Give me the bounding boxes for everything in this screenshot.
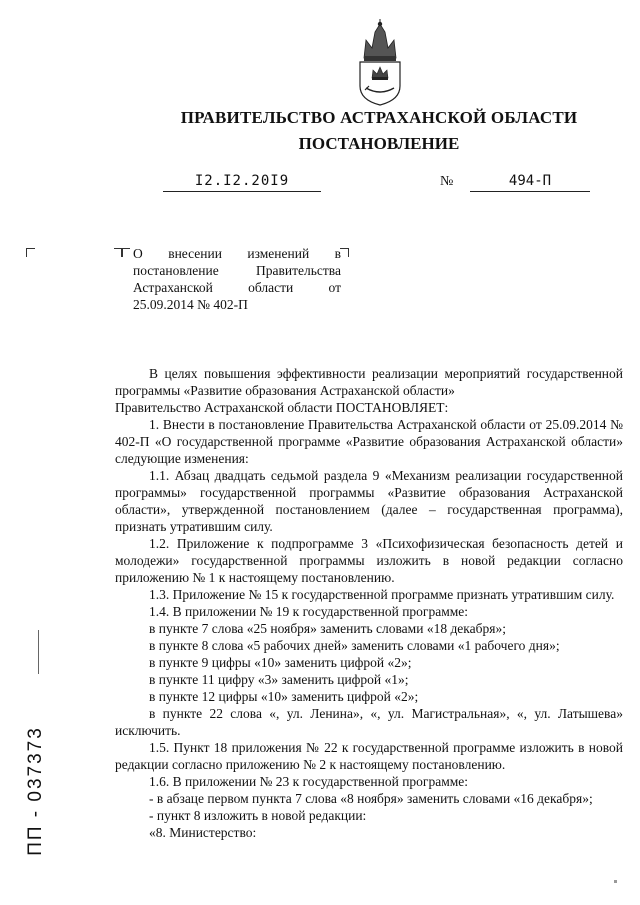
item-1-5-paragraph: 1.5. Пункт 18 приложения № 22 к государственной программе изложить в новой редакции согласно приложению № 2 к настоящему постановлению. [115,740,623,772]
item-1-3-paragraph: 1.3. Приложение № 15 к государственной программе признать утратившим силу. [149,587,615,602]
margin-corner-mark [26,248,35,257]
document-number: 494-П [508,173,552,189]
number-sign-label: № [440,174,454,189]
list-item: «8. Министерство: [149,825,257,840]
resolution-clause: Правительство Астраханской области ПОСТАНОВЛЯЕТ: [115,400,449,415]
list-item: - в абзаце первом пункта 7 слова «8 ноября» заменить словами «16 декабря»; [149,791,593,806]
item-1-6-paragraph: 1.6. В приложении № 23 к государственной программе: [149,774,469,789]
organization-title: ПРАВИТЕЛЬСТВО АСТРАХАНСКОЙ ОБЛАСТИ [180,108,578,127]
number-field [470,173,590,192]
list-item: в пункте 7 слова «25 ноября» заменить словами «18 декабря»; [149,621,506,636]
item-1-4-paragraph: 1.4. В приложении № 19 к государственной программе: [149,604,469,619]
list-item: в пункте 9 цифры «10» заменить цифрой «2»; [149,655,412,670]
document-body [115,365,623,841]
serial-number: ПП - 037373 [25,726,46,856]
subject-corner-mark [121,248,130,257]
list-item: в пункте 22 слова «, ул. Ленина», «, ул. Магистральная», «, ул. Латышева» исключить. [115,706,623,738]
date-field [163,173,321,192]
item-1-1-paragraph: 1.1. Абзац двадцать седьмой раздела 9 «Механизм реализации государственной программы» государственной программы «Развитие образования Астраханской области», утвержденной постановлением (далее – государственная программа), признать утратившим силу. [115,468,623,534]
subject-corner-mark [340,248,349,257]
preamble-paragraph: В целях повышения эффективности реализации мероприятий государственной программы «Развитие образования Астраханской области» [115,366,623,398]
document-subject: О внесении изменений в постановление Правительства Астраханской области от 25.09.2014 № 402-П [133,246,341,312]
serial-stamp [18,712,54,870]
list-item: в пункте 11 цифру «3» заменить цифрой «1»; [149,672,409,687]
item-1-paragraph: 1. Внести в постановление Правительства Астраханской области от 25.09.2014 № 402-П «О государственной программе «Развитие образования Астраханской области» следующие изменения: [115,417,623,466]
list-item: - пункт 8 изложить в новой редакции: [149,808,367,823]
scan-dot [614,880,617,883]
item-1-2-paragraph: 1.2. Приложение к подпрограмме 3 «Психофизическая безопасность детей и молодежи» государственной программы изложить в новой редакции согласно приложению № 1 к настоящему постановлению. [115,536,623,585]
margin-line [38,630,39,674]
list-item: в пункте 12 цифры «10» заменить цифрой «2»; [149,689,419,704]
document-date: I2.I2.20I9 [194,173,290,189]
document-type-title: ПОСТАНОВЛЕНИЕ [298,134,460,153]
coat-of-arms-icon [352,18,408,106]
list-item: в пункте 8 слова «5 рабочих дней» заменить словами «1 рабочего дня»; [149,638,560,653]
